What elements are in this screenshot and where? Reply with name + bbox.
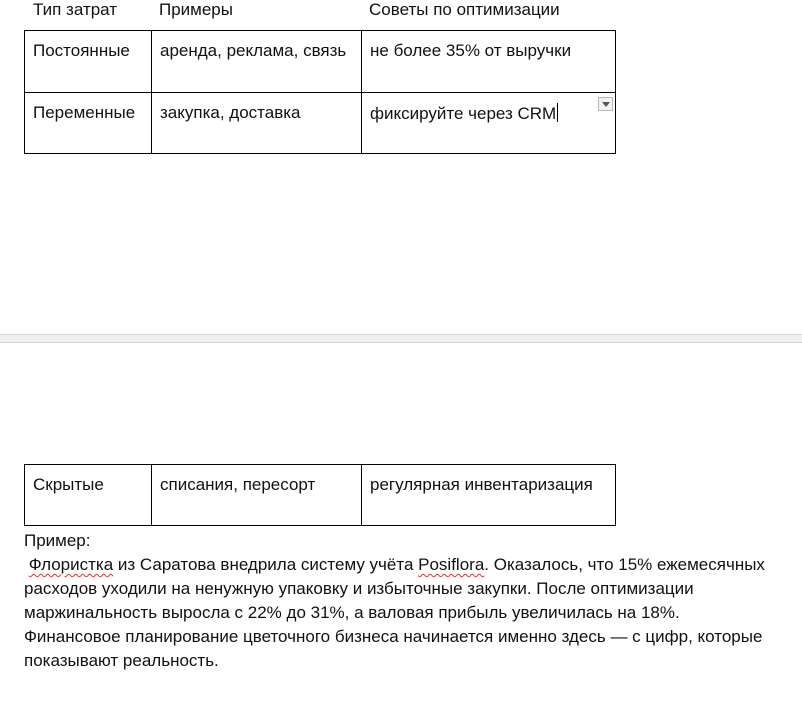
table-row xyxy=(25,465,616,526)
table-header-row xyxy=(24,0,614,24)
header-examples: Примеры xyxy=(159,0,233,19)
cell-tips-active[interactable] xyxy=(362,93,616,154)
cell-cost-type[interactable]: Скрытые xyxy=(25,465,152,526)
cell-cost-type[interactable]: Переменные xyxy=(25,93,152,154)
header-cost-type: Тип затрат xyxy=(33,0,118,19)
text-run: . Оказалось, что 15% ежемесячных расходов уходили на ненужную упаковку и избыточные закупки. После оптимизации маржинальность выросла с 22% до 31%, а валовая прибыль увеличилась на 18%. xyxy=(24,555,765,622)
costs-table-part-1 xyxy=(24,30,616,154)
document-page-1 xyxy=(0,0,802,334)
spellcheck-word[interactable]: Posiflora xyxy=(418,555,485,574)
cell-tips[interactable]: не более 35% от выручки xyxy=(362,31,616,93)
cell-examples[interactable]: аренда, реклама, связь xyxy=(152,31,362,93)
page-break xyxy=(0,334,802,343)
cell-cost-type[interactable]: Постоянные xyxy=(25,31,152,93)
table-row xyxy=(25,93,616,154)
cell-examples[interactable]: списания, пересорт xyxy=(152,465,362,526)
document-page-2 xyxy=(0,343,802,708)
chevron-down-icon[interactable] xyxy=(598,97,613,111)
costs-table-part-2 xyxy=(24,464,616,526)
example-section[interactable] xyxy=(24,529,784,673)
header-tips: Советы по оптимизации xyxy=(369,0,560,19)
cell-tips[interactable]: регулярная инвентаризация xyxy=(362,465,616,526)
example-heading: Пример: xyxy=(24,531,91,550)
text-cursor xyxy=(557,103,558,122)
table-row xyxy=(25,31,616,93)
example-paragraph xyxy=(24,553,784,625)
spellcheck-word[interactable]: Флористка xyxy=(28,555,114,574)
cell-tips-text: фиксируйте через CRM xyxy=(370,104,557,123)
cell-examples[interactable]: закупка, доставка xyxy=(152,93,362,154)
text-run: из Саратова внедрила систему учёта xyxy=(113,555,419,574)
conclusion-paragraph: Финансовое планирование цветочного бизнеса начинается именно здесь — с цифр, которые показывают реальность. xyxy=(24,627,763,670)
